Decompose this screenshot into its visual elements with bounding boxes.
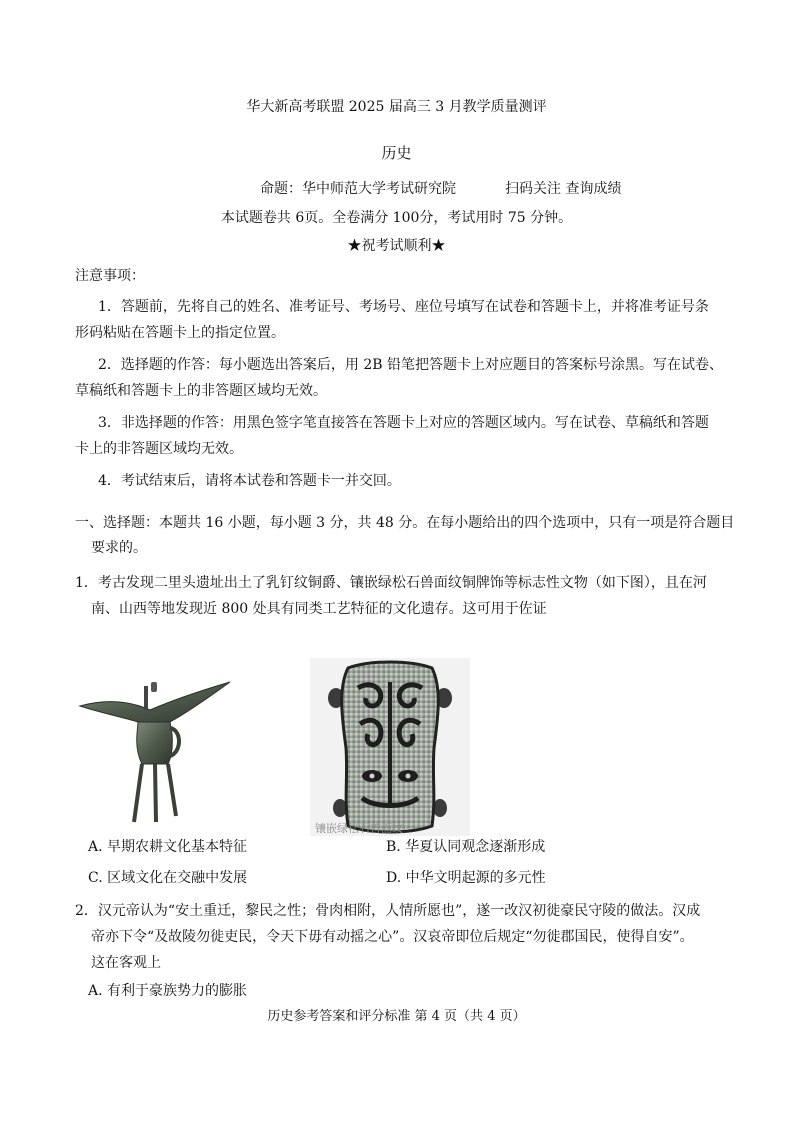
notes-title: 注意事项： (75, 268, 145, 284)
note-1-line-2: 形码粘贴在答题卡上的指定位置。 (75, 325, 285, 341)
section-1-line-1: 一、选择题：本题共 16 小题，每小题 3 分，共 48 分。在每小题给出的四个选项中，只有一项是符合题目 (75, 515, 735, 531)
section-1-line-2: 要求的。 (91, 540, 147, 556)
q1-line-1: 1．考古发现二里头遗址出土了乳钉纹铜爵、镶嵌绿松石兽面纹铜牌饰等标志性文物（如下图），且在河 (75, 575, 707, 591)
scan-label: 扫码关注 查询成绩 (505, 181, 622, 197)
page-footer: 历史参考答案和评分标准 第 4 页（共 4 页） (267, 1009, 526, 1024)
q2-option-a: A. 有利于豪族势力的膨胀 (88, 983, 248, 999)
note-1-line-1: 1．答题前，先将自己的姓名、准考证号、考场号、座位号填写在试卷和答题卡上，并将准考证号条 (98, 299, 709, 315)
q1-option-a: A. 早期农耕文化基本特征 (88, 839, 248, 855)
q2-line-2: 帝亦下令“及故陵勿徙吏民，令天下毋有动摇之心”。汉哀帝即位后规定“勿徙郡国民，使得自安”。 (91, 929, 694, 945)
note-2-line-2: 草稿纸和答题卡上的非答题区域均无效。 (75, 383, 327, 399)
q1-option-c: C. 区域文化在交融中发展 (88, 870, 248, 886)
q1-option-b: B. 华夏认同观念逐渐形成 (386, 839, 546, 855)
plaque-caption: 镶嵌绿松石兽面纹 (315, 822, 403, 835)
q1-line-2: 南、山西等地发现近 800 处具有同类工艺特征的文化遗存。这可用于佐证 (91, 601, 547, 617)
exam-title: 华大新高考联盟 2025 届高三 3 月教学质量测评 (246, 99, 547, 115)
bronze-jue-image (78, 676, 233, 826)
subject-title: 历史 (381, 144, 412, 162)
q1-option-d: D. 中华文明起源的多元性 (386, 870, 546, 886)
author-label: 命题：华中师范大学考试研究院 (260, 181, 456, 197)
note-3-line-1: 3．非选择题的作答：用黑色签字笔直接答在答题卡上对应的答题区域内。写在试卷、草稿纸和答题 (98, 415, 709, 431)
note-3-line-2: 卡上的非答题区域均无效。 (75, 441, 243, 457)
exam-wish: ★祝考试顺利★ (347, 238, 446, 254)
q2-line-3: 这在客观上 (91, 955, 161, 971)
exam-info: 本试题卷共 6页。全卷满分 100分，考试用时 75 分钟。 (220, 210, 573, 226)
turquoise-plaque-image (310, 658, 470, 836)
note-2-line-1: 2．选择题的作答：每小题选出答案后，用 2B 铅笔把答题卡上对应题目的答案标号涂黑。写在试卷、 (98, 357, 724, 373)
q2-line-1: 2．汉元帝认为“安土重迁，黎民之性；骨肉相附，人情所愿也”，遂一改汉初徙豪民守陵的做法。汉成 (75, 903, 701, 919)
note-4: 4．考试结束后，请将本试卷和答题卡一并交回。 (98, 473, 401, 489)
